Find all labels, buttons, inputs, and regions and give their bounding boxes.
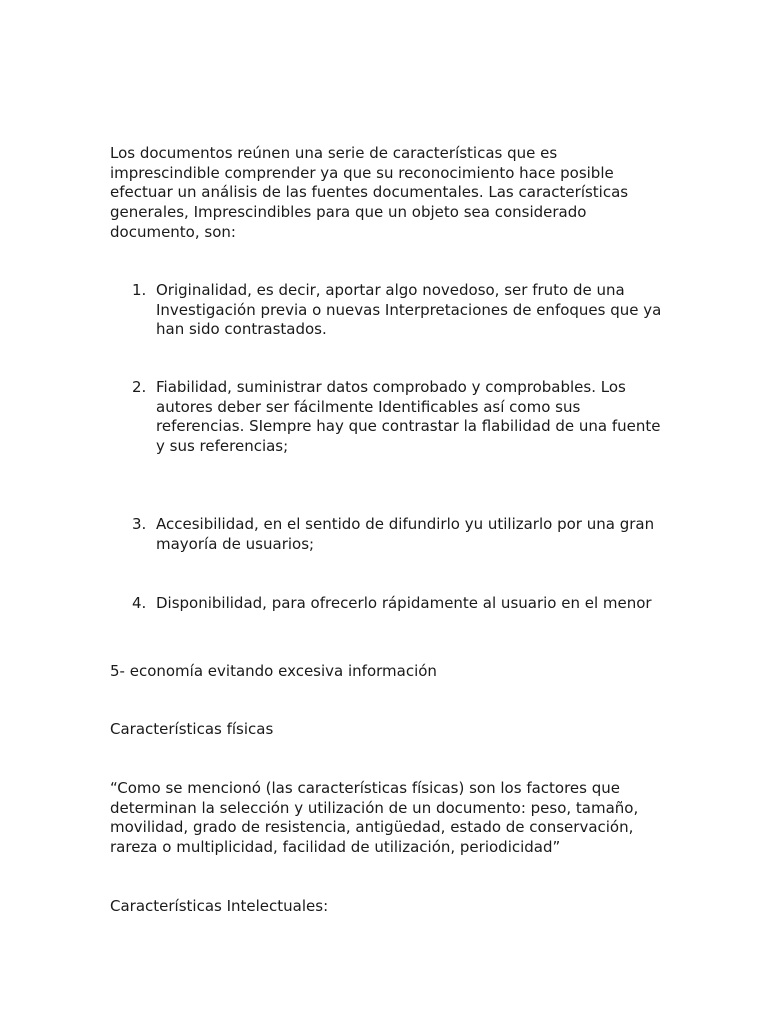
list-item-text: Fiabilidad, suministrar datos comprobado y comprobables. Los autores deber ser fácilmente Identificables así como sus referencias. SIempre hay que contrastar la flabilidad de una fuente y sus referencias; [156, 378, 661, 456]
list-item-text: Disponibilidad, para ofrecerlo rápidamente al usuario en el menor [156, 594, 652, 612]
list-item-text: Originalidad, es decir, aportar algo novedoso, ser fruto de una Investigación previa o nuevas Interpretaciones de enfoques que ya han sido contrastados. [156, 281, 662, 339]
physical-characteristics-heading: Características físicas [110, 720, 274, 738]
list-item-number: 4. [132, 594, 147, 612]
intro-paragraph: Los documentos reúnen una serie de características que es imprescindible comprender ya que su reconocimiento hace posible efectuar un análisis de las fuentes documentales. Las características generales, Imprescindibles para que un objeto sea considerado documento, son: [110, 144, 629, 241]
list-item-number: 2. [132, 378, 147, 396]
list-item-number: 3. [132, 515, 147, 533]
intellectual-characteristics-heading: Características Intelectuales: [110, 897, 329, 915]
list-item-number: 1. [132, 281, 147, 299]
physical-characteristics-quote: “Como se mencionó (las características físicas) son los factores que determinan la selección y utilización de un documento: peso, tamaño, movilidad, grado de resistencia, antigüedad, estado de conservación, rareza o multiplicidad, facilidad de utilización, periodicidad” [110, 779, 639, 857]
item-five-line: 5- economía evitando excesiva información [110, 662, 437, 680]
list-item-text: Accesibilidad, en el sentido de difundirlo yu utilizarlo por una gran mayoría de usuarios; [156, 515, 655, 553]
